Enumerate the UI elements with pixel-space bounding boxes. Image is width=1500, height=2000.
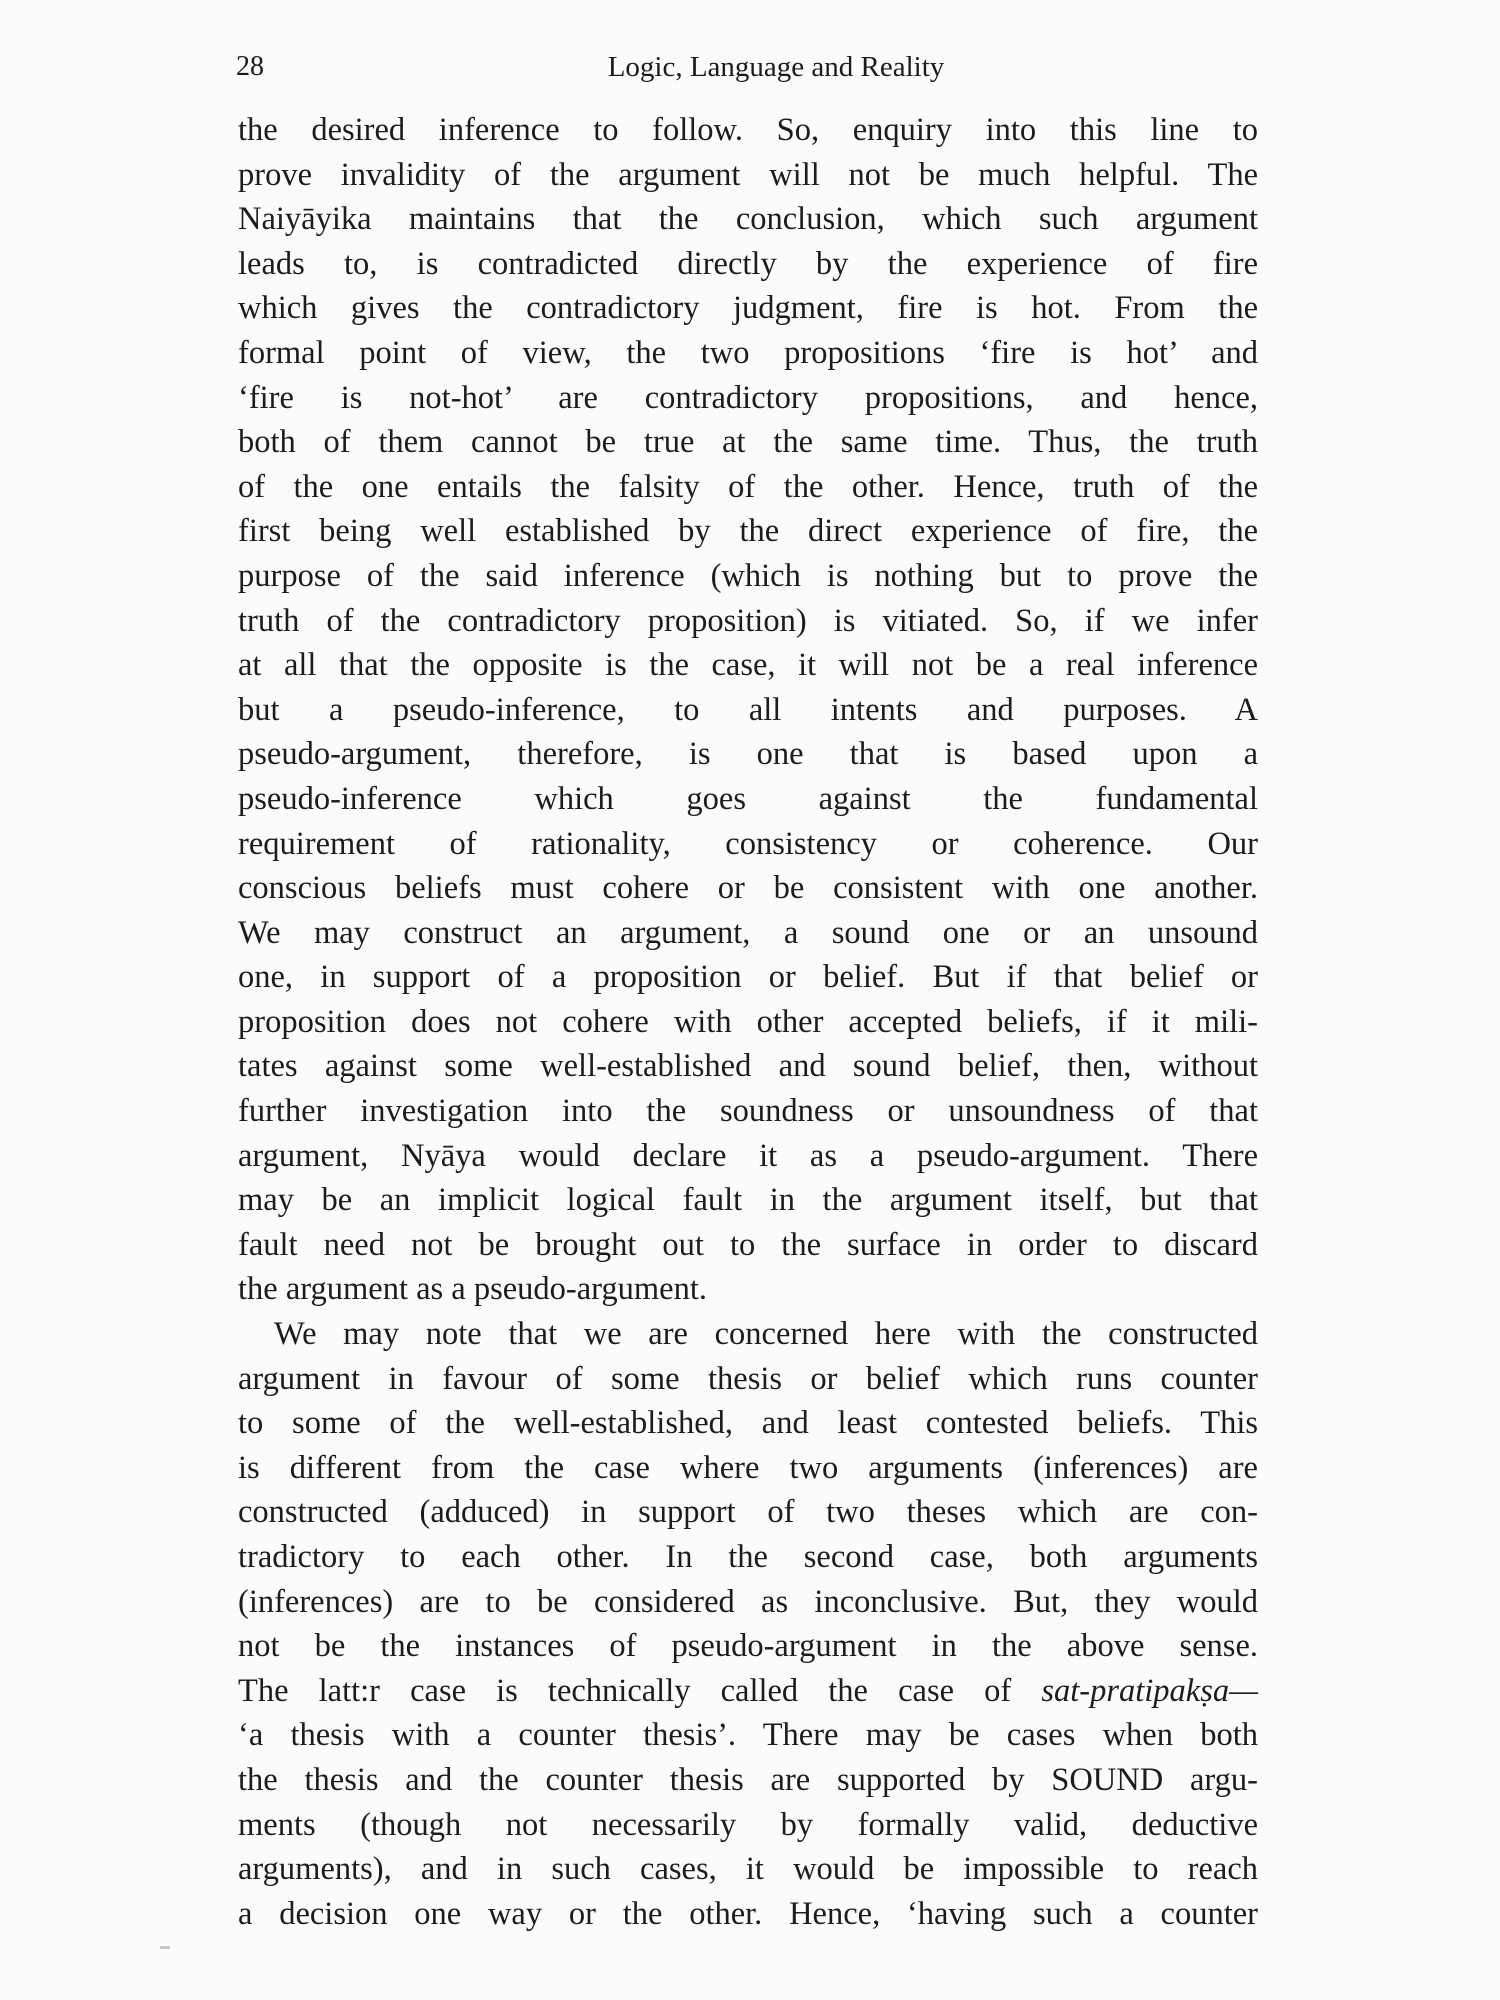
text-line: ‘fire is not-hot’ are contradictory propositions, and hence,: [238, 379, 1258, 416]
text-line: formal point of view, the two propositions ‘fire is hot’ and: [238, 334, 1258, 371]
text-line: one, in support of a proposition or belief. But if that belief or: [238, 959, 1258, 996]
text-line: argument in favour of some thesis or belief which runs counter: [238, 1360, 1258, 1397]
text-line: a decision one way or the other. Hence, ‘having such a counter: [238, 1895, 1258, 1932]
text-line: at all that the opposite is the case, it will not be a real inference: [238, 647, 1258, 684]
text-line: which gives the contradictory judgment, fire is hot. From the: [238, 290, 1258, 327]
text-line: the argument as a pseudo-argument.: [238, 1271, 708, 1308]
text-line: further investigation into the soundness or unsoundness of that: [238, 1093, 1258, 1130]
text-line: not be the instances of pseudo-argument in the above sense.: [238, 1628, 1258, 1665]
text-line: of the one entails the falsity of the other. Hence, truth of the: [238, 468, 1258, 505]
text-line-with-term: [238, 1669, 1258, 1714]
paragraph-1: [238, 108, 1258, 1312]
page-number: 28: [236, 51, 264, 82]
scan-speck: [160, 1946, 170, 1949]
text-line: prove invalidity of the argument will not be much helpful. The: [238, 156, 1258, 193]
text-line: is different from the case where two arguments (inferences) are: [238, 1449, 1258, 1486]
text-line: tradictory to each other. In the second case, both arguments: [238, 1539, 1258, 1575]
text-line: conscious beliefs must cohere or be consistent with one another.: [238, 870, 1258, 907]
body-text: [238, 108, 1258, 1936]
page-header: [236, 50, 1256, 90]
text-line: proposition does not cohere with other accepted beliefs, if it mili-: [238, 1003, 1258, 1040]
text-line: ‘a thesis with a counter thesis’. There may be cases when both: [238, 1717, 1258, 1754]
text-line: tates against some well-established and sound belief, then, without: [238, 1048, 1258, 1085]
text-line: both of them cannot be true at the same time. Thus, the truth: [238, 424, 1258, 461]
italic-term: sat-pratipakṣa—: [1041, 1672, 1258, 1709]
text-line: pseudo-argument, therefore, is one that is based upon a: [238, 736, 1258, 773]
text-line: leads to, is contradicted directly by the experience of fire: [238, 245, 1258, 282]
text-line: pseudo-inference which goes against the fundamental: [238, 780, 1258, 817]
text-line: the desired inference to follow. So, enquiry into this line to: [238, 112, 1258, 148]
text-line: We may construct an argument, a sound one or an unsound: [238, 914, 1258, 951]
text-line: first being well established by the direct experience of fire, the: [238, 513, 1258, 550]
text-line: (inferences) are to be considered as inconclusive. But, they would: [238, 1583, 1258, 1620]
text-line: arguments), and in such cases, it would be impossible to reach: [238, 1851, 1258, 1888]
text-line: truth of the contradictory proposition) is vitiated. So, if we infer: [238, 602, 1258, 639]
running-title: Logic, Language and Reality: [607, 51, 945, 83]
text-line: Naiyāyika maintains that the conclusion, which such argument: [238, 201, 1258, 238]
paragraph-2: [238, 1312, 1258, 1936]
text-line: the thesis and the counter thesis are supported by SOUND argu-: [238, 1761, 1258, 1798]
text-line: to some of the well-established, and least contested beliefs. This: [238, 1405, 1258, 1442]
text-line: may be an implicit logical fault in the argument itself, but that: [238, 1182, 1258, 1219]
text-fragment: The latt:r case is technically called the case of: [238, 1672, 1012, 1709]
text-line: requirement of rationality, consistency or coherence. Our: [238, 825, 1258, 862]
text-line: purpose of the said inference (which is nothing but to prove the: [238, 557, 1258, 594]
text-line: constructed (adduced) in support of two theses which are con-: [238, 1494, 1258, 1531]
text-line: ments (though not necessarily by formally valid, deductive: [238, 1806, 1258, 1843]
text-line: argument, Nyāya would declare it as a pseudo-argument. There: [238, 1137, 1258, 1174]
text-line: but a pseudo-inference, to all intents and purposes. A: [238, 691, 1258, 728]
text-line: fault need not be brought out to the surface in order to discard: [238, 1226, 1258, 1263]
text-line: We may note that we are concerned here with the constructed: [274, 1316, 1258, 1353]
